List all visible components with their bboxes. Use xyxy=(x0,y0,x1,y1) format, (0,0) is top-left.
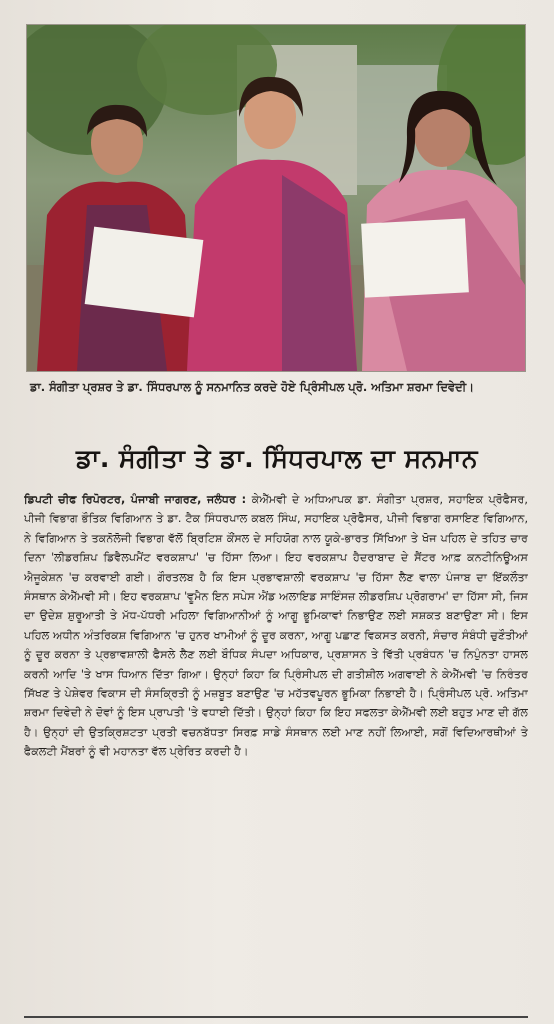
photo-illustration xyxy=(27,25,525,371)
article-byline: ਡਿਪਟੀ ਚੀਫ ਰਿਪੋਰਟਰ, ਪੰਜਾਬੀ ਜਾਗਰਣ, ਜਲੰਧਰ : xyxy=(24,493,252,506)
award-photo xyxy=(26,24,526,372)
article-body xyxy=(24,490,528,1012)
photo-caption: ਡਾ. ਸੰਗੀਤਾ ਪ੍ਰਸ਼ਰ ਤੇ ਡਾ. ਸਿੰਧਰਪਾਲ ਨੂੰ ਸਨਮਾਨਿਤ ਕਰਦੇ ਹੋਏ ਪ੍ਰਿੰਸੀਪਲ ਪ੍ਰੋ. ਅਤਿਮਾ ਸ਼ਰਮਾ ਦਿਵੇਦੀ। xyxy=(30,380,474,394)
article-headline: ਡਾ. ਸੰਗੀਤਾ ਤੇ ਡਾ. ਸਿੰਧਰਪਾਲ ਦਾ ਸਨਮਾਨ xyxy=(75,444,479,473)
article-text: ਕੇਐੱਮਵੀ ਦੇ ਅਧਿਆਪਕ ਡਾ. ਸੰਗੀਤਾ ਪ੍ਰਸ਼ਰ, ਸਹਾਇਕ ਪ੍ਰੋਫੈਸਰ, ਪੀਜੀ ਵਿਭਾਗ ਭੌਤਿਕ ਵਿਗਿਆਨ ਤੇ ਡਾ. ਟੈਕ ਸਿੰਧਰਪਾਲ ਕਬਲ ਸਿੰਘ, ਸਹਾਇਕ ਪ੍ਰੋਫੈਸਰ, ਪੀਜੀ ਵਿਭਾਗ ਰਸਾਇਣ ਵਿਗਿਆਨ, ਨੇ ਵਿਗਿਆਨ ਤੇ ਤਕਨੋਲੋਜੀ ਵਿਭਾਗ ਵੱਲੋਂ ਬ੍ਰਿਟਿਸ਼ ਕੌਂਸਲ ਦੇ ਸਹਿਯੋਗ ਨਾਲ ਯੂਕੇ-ਭਾਰਤ ਸਿੱਖਿਆ ਤੇ ਖੋਜ ਪਹਿਲ ਦੇ ਤਹਿਤ ਚਾਰ ਦਿਨਾ 'ਲੀਡਰਸ਼ਿਪ ਡਿਵੈਲਪਮੈਂਟ ਵਰਕਸ਼ਾਪ' 'ਚ ਹਿੱਸਾ ਲਿਆ। ਇਹ ਵਰਕਸ਼ਾਪ ਹੈਦਰਾਬਾਦ ਦੇ ਸੈਂਟਰ ਆਫ਼ ਕਨਟੀਨਿਊਅਸ ਐਜੂਕੇਸ਼ਨ 'ਚ ਕਰਵਾਈ ਗਈ। ਗੌਰਤਲਬ ਹੈ ਕਿ ਇਸ ਪ੍ਰਭਾਵਸ਼ਾਲੀ ਵਰਕਸ਼ਾਪ 'ਚ ਹਿੱਸਾ ਲੈਣ ਵਾਲਾ ਪੰਜਾਬ ਦਾ ਇੱਕਲੌਤਾ ਸੰਸਥਾਨ ਕੇਐੱਮਵੀ ਸੀ। ਇਹ ਵਰਕਸ਼ਾਪ 'ਵੂਮੈਨ ਇਨ ਸਪੇਸ ਐਂਡ ਅਲਾਇਡ ਸਾਇੰਸਜ਼ ਲੀਡਰਸ਼ਿਪ ਪ੍ਰੋਗਰਾਮ' ਦਾ ਹਿੱਸਾ ਸੀ, ਜਿਸ ਦਾ ਉਦੇਸ਼ ਸ਼ੁਰੂਆਤੀ ਤੇ ਮੱਧ-ਪੱਧਰੀ ਮਹਿਲਾ ਵਿਗਿਆਨੀਆਂ ਨੂੰ ਆਗੂ ਭੂਮਿਕਾਵਾਂ ਨਿਭਾਉਣ ਲਈ ਸਸ਼ਕਤ ਬਣਾਉਣਾ ਸੀ। ਇਸ ਪਹਿਲ ਅਧੀਨ ਅੰਤਰਿਕਸ਼ ਵਿਗਿਆਨ 'ਚ ਹੁਨਰ ਖਾਮੀਆਂ ਨੂੰ ਦੂਰ ਕਰਨਾ, ਆਗੂ ਪਛਾਣ ਵਿਕਸਤ ਕਰਨੀ, ਸੰਚਾਰ ਸੰਬੰਧੀ ਚੁਣੌਤੀਆਂ ਨੂੰ ਦੂਰ ਕਰਨਾ ਤੇ ਪ੍ਰਭਾਵਸ਼ਾਲੀ ਫੈਸਲੇ ਲੈਣ ਲਈ ਬੌਧਿਕ ਸੰਪਦਾ ਅਧਿਕਾਰ, ਪ੍ਰਸ਼ਾਸਨ ਤੇ ਵਿੱਤੀ ਪ੍ਰਬੰਧਨ 'ਚ ਨਿਪੁੰਨਤਾ ਹਾਸਲ ਕਰਨੀ ਆਦਿ 'ਤੇ ਖਾਸ ਧਿਆਨ ਦਿੱਤਾ ਗਿਆ। ਉਨ੍ਹਾਂ ਕਿਹਾ ਕਿ ਪ੍ਰਿੰਸੀਪਲ ਦੀ ਗਤੀਸ਼ੀਲ ਅਗਵਾਈ ਨੇ ਕੇਐੱਮਵੀ 'ਚ ਨਿਰੰਤਰ ਸਿੱਖਣ ਤੇ ਪੇਸ਼ੇਵਰ ਵਿਕਾਸ ਦੀ ਸੰਸਕ੍ਰਿਤੀ ਨੂੰ ਮਜ਼ਬੂਤ ਬਣਾਉਣ 'ਚ ਮਹੱਤਵਪੂਰਨ ਭੂਮਿਕਾ ਨਿਭਾਈ ਹੈ। ਪ੍ਰਿੰਸੀਪਲ ਪ੍ਰੋ. ਅਤਿਮਾ ਸ਼ਰਮਾ ਦਿਵੇਦੀ ਨੇ ਦੋਵਾਂ ਨੂੰ ਇਸ ਪ੍ਰਾਪਤੀ 'ਤੇ ਵਧਾਈ ਦਿੱਤੀ। ਉਨ੍ਹਾਂ ਕਿਹਾ ਕਿ ਇਹ ਸਫਲਤਾ ਕੇਐੱਮਵੀ ਲਈ ਬਹੁਤ ਮਾਣ ਦੀ ਗੱਲ ਹੈ। ਉਨ੍ਹਾਂ ਦੀ ਉਤਕ੍ਰਿਸ਼ਟਤਾ ਪ੍ਰਤੀ ਵਚਨਬੱਧਤਾ ਸਿਰਫ਼ ਸਾਡੇ ਸੰਸਥਾਨ ਲਈ ਮਾਣ ਨਹੀਂ ਲਿਆਈ, ਸਗੋਂ ਵਿਦਿਆਰਥੀਆਂ ਤੇ ਫੈਕਲਟੀ ਮੈਂਬਰਾਂ ਨੂੰ ਵੀ ਮਹਾਨਤਾ ਵੱਲ ਪ੍ਰੇਰਿਤ ਕਰਦੀ ਹੈ। xyxy=(24,493,528,759)
divider xyxy=(24,1016,528,1018)
